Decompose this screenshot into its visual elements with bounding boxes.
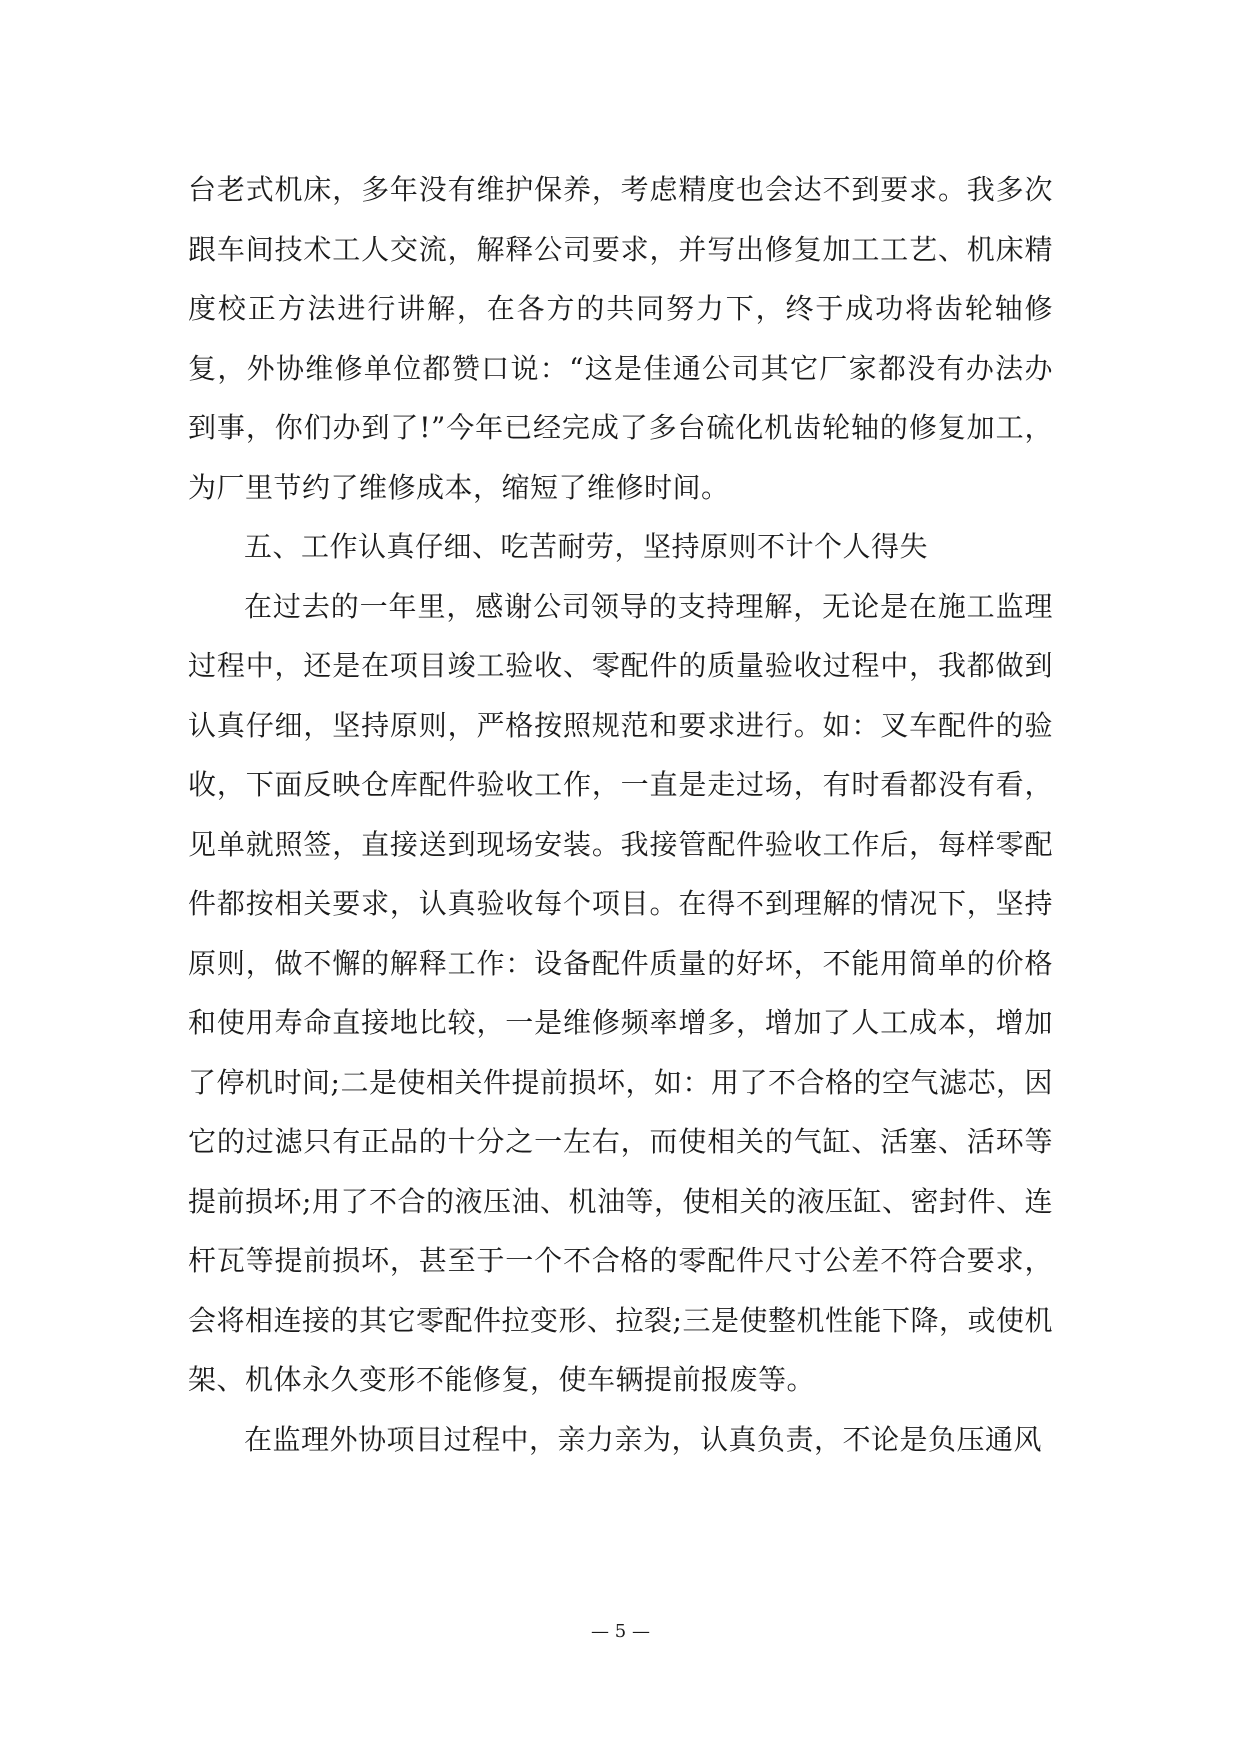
body-text bbox=[188, 160, 1053, 1469]
page-number: — 5 — bbox=[591, 1621, 650, 1642]
paragraph: 在监理外协项目过程中，亲力亲为，认真负责，不论是负压通风 bbox=[244, 1422, 1043, 1456]
section-heading: 五、工作认真仔细、吃苦耐劳，坚持原则不计个人得失 bbox=[244, 530, 929, 563]
paragraph: 在过去的一年里，感谢公司领导的支持理解，无论是在施工监理过程中，还是在项目竣工验收、零配件的质量验收过程中，我都做到认真仔细，坚持原则，严格按照规范和要求进行。如：叉车配件的验收，下面反映仓库配件验收工作，一直是走过场，有时看都没有看，见单就照签，直接送到现场安装。我接管配件验收工作后，每样零配件都按相关要求，认真验收每个项目。在得不到理解的情况下，坚持原则，做不懈的解释工作：设备配件质量的好坏，不能用简单的价格和使用寿命直接地比较，一是维修频率增多，增加了人工成本，增加了停机时间;二是使相关件提前损坏，如：用了不合格的空气滤芯，因它的过滤只有正品的十分之一左右，而使相关的气缸、活塞、活环等提前损坏;用了不合的液压油、机油等，使相关的液压缸、密封件、连杆瓦等提前损坏，甚至于一个不合格的零配件尺寸公差不符合要求，会将相连接的其它零配件拉变形、拉裂;三是使整机性能下降，或使机架、机体永久变形不能修复，使车辆提前报废等。 bbox=[188, 589, 1053, 1396]
paragraph-continued: 台老式机床，多年没有维护保养，考虑精度也会达不到要求。我多次跟车间技术工人交流，解释公司要求，并写出修复加工工艺、机床精度校正方法进行讲解，在各方的共同努力下，终于成功将齿轮轴修复，外协维修单位都赞口说：“这是佳通公司其它厂家都没有办法办到事，你们办到了!”今年已经完成了多台硫化机齿轮轴的修复加工，为厂里节约了维修成本，缩短了维修时间。 bbox=[188, 173, 1053, 504]
